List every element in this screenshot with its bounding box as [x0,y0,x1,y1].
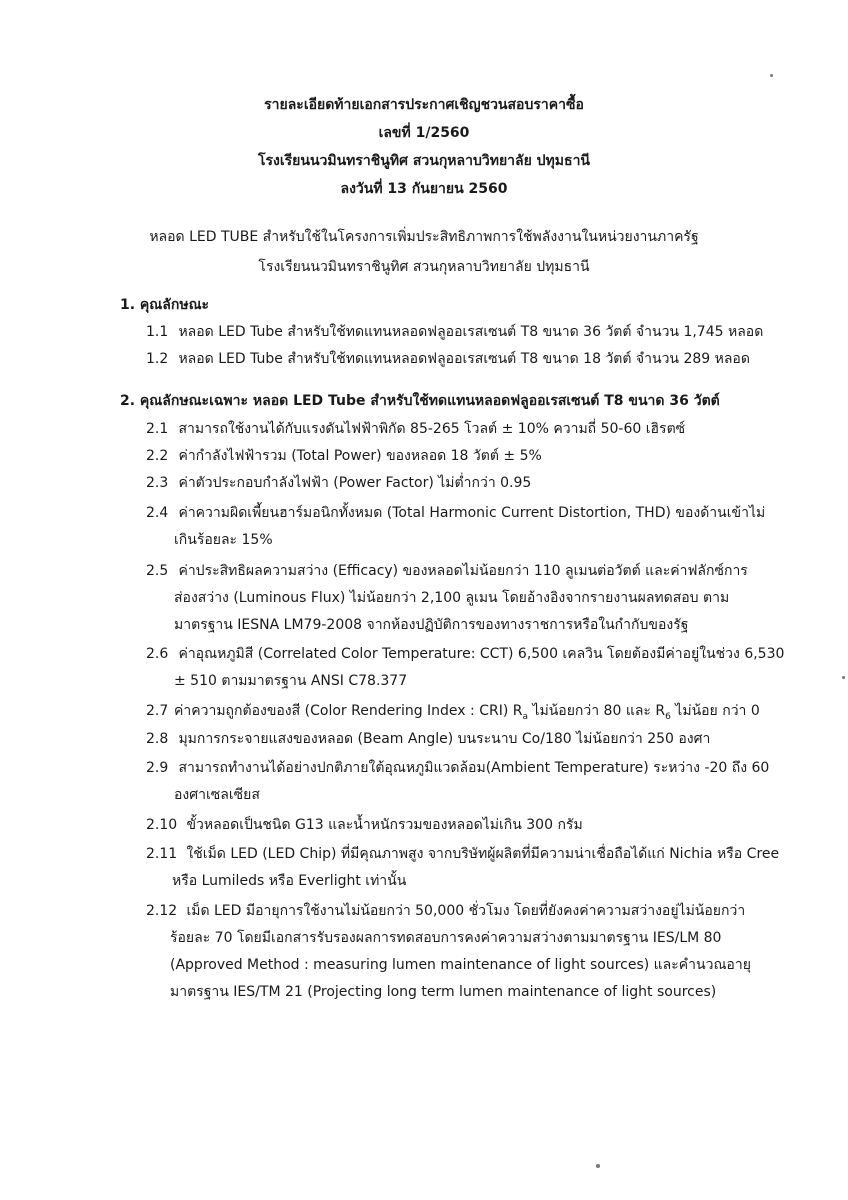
subscript-6: 6 [665,711,671,722]
item-text: ค่าตัวประกอบกำลังไฟฟ้า (Power Factor) ไม่ต่ำกว่า 0.95 [178,475,532,491]
item-text: ค่าความถูกต้องของสี (Color Rendering Index : CRI) R [174,703,523,719]
doc-number: เลขที่ 1/2560 [378,125,470,141]
item-number: 2.7 [146,703,169,719]
item-text: ค่ากำลังไฟฟ้ารวม (Total Power) ของหลอด 18 วัตต์ ± 5% [178,448,542,464]
item-2-6-cont: ± 510 ตามมาตรฐาน ANSI C78.377 [174,673,408,689]
doc-title: รายละเอียดท้ายเอกสารประกาศเชิญชวนสอบราคาซื้อ [264,97,584,113]
item-2-5-cont-1: ส่องสว่าง (Luminous Flux) ไม่น้อยกว่า 2,100 ลูเมน โดยอ้างอิงจากรายงานผลทดสอบ ตาม [174,590,730,606]
item-2-12-cont-2: (Approved Method : measuring lumen maintenance of light sources) และคำนวณอายุ [170,957,751,973]
item-2-4 [146,504,765,522]
item-2-9-cont: องศาเซลเซียส [174,787,260,803]
item-2-12-cont-3: มาตรฐาน IES/TM 21 (Projecting long term lumen maintenance of light sources) [170,984,717,1000]
item-2-3 [146,474,531,492]
subtitle-line-2: โรงเรียนนวมินทราชินูทิศ สวนกุหลาบวิทยาลัย ปทุมธานี [258,259,590,275]
item-number: 2.10 [146,817,178,833]
item-text-c: ไม่น้อย กว่า 0 [670,703,760,719]
scan-speck [770,74,773,77]
item-number: 2.9 [146,760,169,776]
item-2-12-cont-1: ร้อยละ 70 โดยมีเอกสารรับรองผลการทดสอบการคงค่าความสว่างตามมาตรฐาน IES/LM 80 [170,930,722,946]
item-1-1 [146,323,763,341]
item-text: สามารถทำงานได้อย่างปกติภายใต้อุณหภูมิแวดล้อม(Ambient Temperature) ระหว่าง -20 ถึง 60 [178,760,770,776]
item-2-1 [146,420,685,438]
item-2-11-cont: หรือ Lumileds หรือ Everlight เท่านั้น [172,873,407,889]
item-number: 2.5 [146,563,169,579]
item-2-7 [146,702,760,720]
item-number: 2.2 [146,448,169,464]
scan-speck [596,1164,600,1168]
item-text: เม็ด LED มีอายุการใช้งานไม่น้อยกว่า 50,000 ชั่วโมง โดยที่ยังคงค่าความสว่างอยู่ไม่น้อยกว่า [186,903,746,919]
item-text: มุมการกระจายแสงของหลอด (Beam Angle) บนระนาบ Co/180 ไม่น้อยกว่า 250 องศา [178,731,711,747]
item-2-11 [146,845,779,863]
doc-date: ลงวันที่ 13 กันยายน 2560 [340,181,508,197]
item-number: 2.1 [146,421,169,437]
item-number: 2.3 [146,475,169,491]
item-number: 1.1 [146,324,169,340]
subtitle-line-1: หลอด LED TUBE สำหรับใช้ในโครงการเพิ่มประสิทธิภาพการใช้พลังงานในหน่วยงานภาครัฐ [149,229,699,245]
scan-speck [842,676,845,679]
item-number: 2.4 [146,505,169,521]
item-text: ค่าความผิดเพี้ยนฮาร์มอนิกทั้งหมด (Total Harmonic Current Distortion, THD) ของด้านเข้าไม่ [178,505,766,521]
item-number: 1.2 [146,351,169,367]
item-text: หลอด LED Tube สำหรับใช้ทดแทนหลอดฟลูออเรสเซนต์ T8 ขนาด 36 วัตต์ จำนวน 1,745 หลอด [178,324,764,340]
item-2-8 [146,730,710,748]
item-number: 2.11 [146,846,178,862]
section-2-heading: 2. คุณลักษณะเฉพาะ หลอด LED Tube สำหรับใช้ทดแทนหลอดฟลูออเรสเซนต์ T8 ขนาด 36 วัตต์ [120,393,720,409]
item-2-5-cont-2: มาตรฐาน IESNA LM79-2008 จากห้องปฏิบัติการของทางราชการหรือในกำกับของรัฐ [174,617,689,633]
item-2-6 [146,645,784,663]
item-text: หลอด LED Tube สำหรับใช้ทดแทนหลอดฟลูออเรสเซนต์ T8 ขนาด 18 วัตต์ จำนวน 289 หลอด [178,351,750,367]
item-text: ค่าประสิทธิผลความสว่าง (Efficacy) ของหลอดไม่น้อยกว่า 110 ลูเมนต่อวัตต์ และค่าฟลักซ์การ [178,563,748,579]
item-text: ค่าอุณหภูมิสี (Correlated Color Temperature: CCT) 6,500 เคลวิน โดยต้องมีค่าอยู่ในช่วง 6,530 [178,646,785,662]
item-2-9 [146,759,769,777]
item-2-4-cont: เกินร้อยละ 15% [174,532,273,548]
item-2-5 [146,562,748,580]
item-1-2 [146,350,750,368]
item-number: 2.8 [146,731,169,747]
item-2-2 [146,447,542,465]
item-2-12 [146,902,745,920]
item-text-b: ไม่น้อยกว่า 80 และ R [528,703,666,719]
item-text: ใช้เม็ด LED (LED Chip) ที่มีคุณภาพสูง จากบริษัทผู้ผลิตที่มีความน่าเชื่อถือได้แก่ Nichia หรือ Cree [186,846,780,862]
subscript-a: a [522,711,528,722]
item-number: 2.12 [146,903,178,919]
item-2-10 [146,816,583,834]
school-name: โรงเรียนนวมินทราชินูทิศ สวนกุหลาบวิทยาลัย ปทุมธานี [258,153,590,169]
section-1-heading: 1. คุณลักษณะ [120,297,210,313]
item-text: สามารถใช้งานได้กับแรงดันไฟฟ้าพิกัด 85-265 โวลต์ ± 10% ความถี่ 50-60 เฮิรตซ์ [178,421,686,437]
item-text: ขั้วหลอดเป็นชนิด G13 และน้ำหนักรวมของหลอดไม่เกิน 300 กรัม [186,817,583,833]
item-number: 2.6 [146,646,169,662]
